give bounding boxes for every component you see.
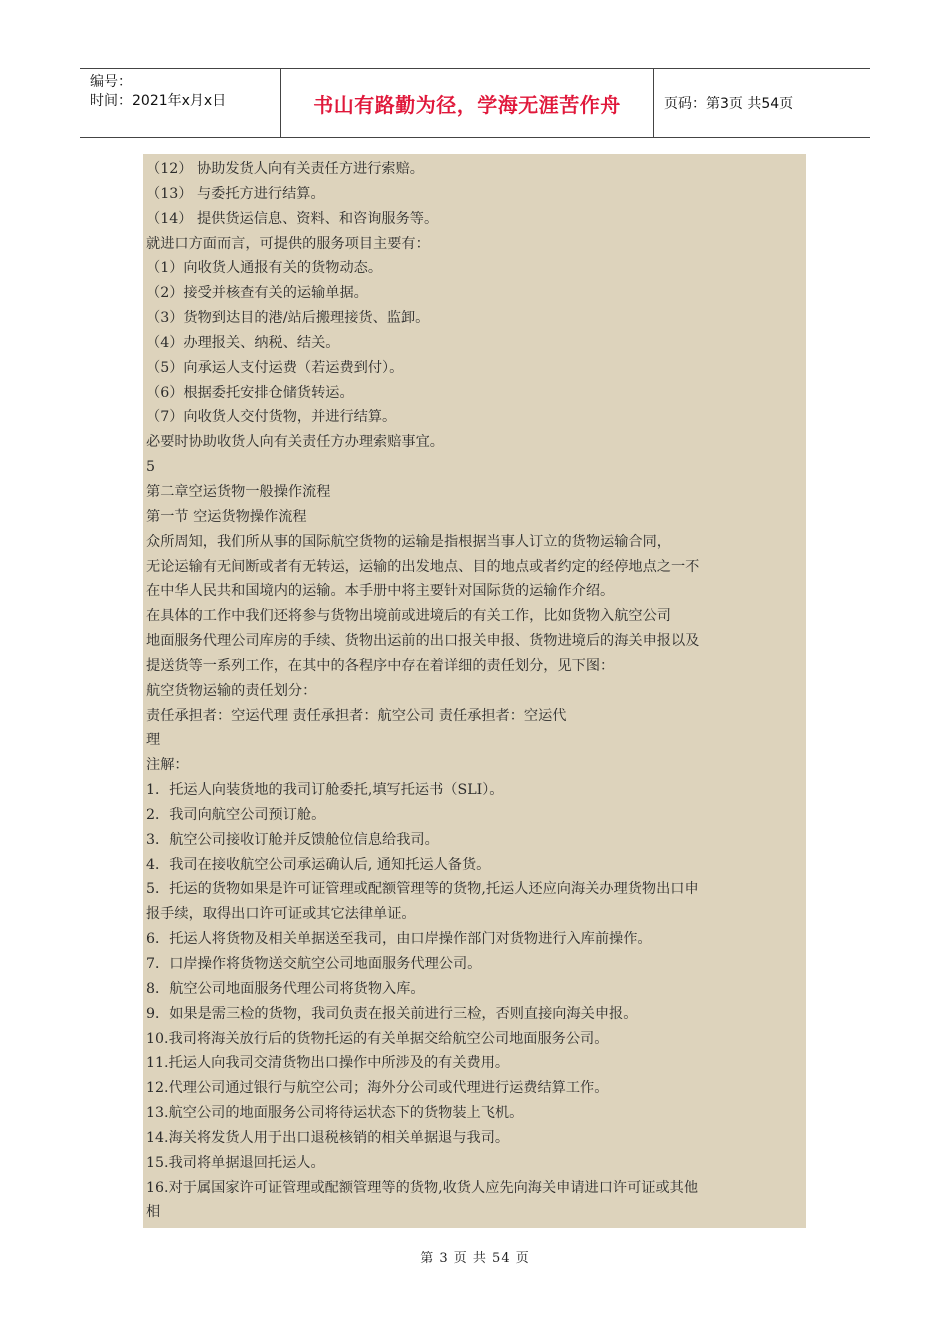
text-line: 10.我司将海关放行后的货物托运的有关单据交给航空公司地面服务公司。 (146, 1030, 609, 1047)
header-meta (80, 69, 280, 137)
text-line: 注解： (146, 757, 189, 774)
page-footer: 第 3 页 共 54 页 (420, 1251, 530, 1266)
text-line: 16.对于属国家许可证管理或配额管理等的货物,收货人应先向海关申请进口许可证或其他 (146, 1179, 699, 1196)
text-line: 8．航空公司地面服务代理公司将货物入库。 (146, 980, 425, 997)
text-line: 14.海关将发货人用于出口退税核销的相关单据退与我司。 (146, 1129, 510, 1146)
text-line: 5 (146, 459, 156, 476)
text-line: 提送货等一系列工作，在其中的各程序中存在着详细的责任划分，见下图： (146, 657, 615, 674)
text-line: 13.航空公司的地面服务公司将待运状态下的货物装上飞机。 (146, 1105, 524, 1122)
header-page-cell (654, 69, 870, 137)
text-line: 15.我司将单据退回托运人。 (146, 1154, 325, 1171)
text-line: （3）货物到达目的港/站后搬理接货、监卸。 (146, 310, 430, 327)
text-line: 理 (146, 732, 161, 749)
text-line: 7．口岸操作将货物送交航空公司地面服务代理公司。 (146, 956, 482, 972)
text-line: 5．托运的货物如果是许可证管理或配额管理等的货物,托运人还应向海关办理货物出口申 (146, 881, 699, 898)
text-line: 2．我司向航空公司预订舱。 (146, 806, 326, 823)
text-line: （5）向承运人支付运费（若运费到付）。 (146, 359, 404, 376)
text-line: （14） 提供货运信息、资料、和咨询服务等。 (146, 210, 439, 227)
document-header (80, 68, 870, 138)
text-line: 在中华人民共和国境内的运输。本手册中将主要针对国际货的运输作介绍。 (146, 583, 615, 600)
document-date-label: 时间：2021年x月x日 (90, 93, 227, 109)
text-line: 就进口方面而言，可提供的服务项目主要有： (146, 235, 430, 252)
header-motto: 书山有路勤为径，学海无涯苦作舟 (313, 92, 621, 117)
text-line: 报手续，取得出口许可证或其它法律单证。 (146, 906, 416, 923)
text-line: 地面服务代理公司库房的手续、货物出运前的出口报关申报、货物进境后的海关申报以及 (146, 633, 700, 650)
text-line: 在具体的工作中我们还将参与货物出境前或进境后的有关工作，比如货物入航空公司 (146, 608, 671, 625)
text-line: 第二章空运货物一般操作流程 (146, 483, 331, 500)
text-line: 12.代理公司通过银行与航空公司；海外分公司或代理进行运费结算工作。 (146, 1080, 609, 1097)
text-line: 11.托运人向我司交清货物出口操作中所涉及的有关费用。 (146, 1055, 510, 1072)
text-line: 1．托运人向装货地的我司订舱委托,填写托运书（SLI）。 (146, 782, 504, 799)
text-line: 航空货物运输的责任划分： (146, 682, 317, 699)
text-line: （2）接受并核查有关的运输单据。 (146, 285, 368, 302)
text-line: （1）向收货人通报有关的货物动态。 (146, 260, 383, 277)
text-line: （13） 与委托方进行结算。 (146, 185, 325, 202)
text-line: （7）向收货人交付货物，并进行结算。 (146, 409, 397, 426)
text-line: 责任承担者：空运代理 责任承担者：航空公司 责任承担者：空运代 (146, 707, 567, 724)
text-line: 4．我司在接收航空公司承运确认后, 通知托运人备货。 (146, 856, 491, 873)
text-line: 6．托运人将货物及相关单据送至我司，由口岸操作部门对货物进行入库前操作。 (146, 931, 652, 948)
text-line: 无论运输有无间断或者有无转运，运输的出发地点、目的地点或者约定的经停地点之一不 (146, 558, 700, 575)
header-page-label: 页码：第3页 共54页 (664, 96, 794, 112)
document-body (143, 154, 806, 1228)
text-line: （4）办理报关、纳税、结关。 (146, 334, 340, 351)
text-line: 众所周知，我们所从事的国际航空货物的运输是指根据当事人订立的货物运输合同， (146, 533, 671, 550)
text-line: 第一节 空运货物操作流程 (146, 508, 307, 525)
text-line: （12） 协助发货人向有关责任方进行索赔。 (146, 161, 424, 177)
text-line: 9．如果是需三检的货物，我司负责在报关前进行三检，否则直接向海关申报。 (146, 1005, 638, 1022)
text-line: （6）根据委托安排仓储货转运。 (146, 384, 354, 401)
text-line: 3．航空公司接收订舱并反馈舱位信息给我司。 (146, 831, 439, 848)
text-line: 必要时协助收货人向有关责任方办理索赔事宜。 (146, 434, 444, 451)
header-motto-cell (280, 69, 654, 137)
text-line: 相 (146, 1204, 161, 1221)
document-number-label: 编号： (90, 74, 132, 90)
